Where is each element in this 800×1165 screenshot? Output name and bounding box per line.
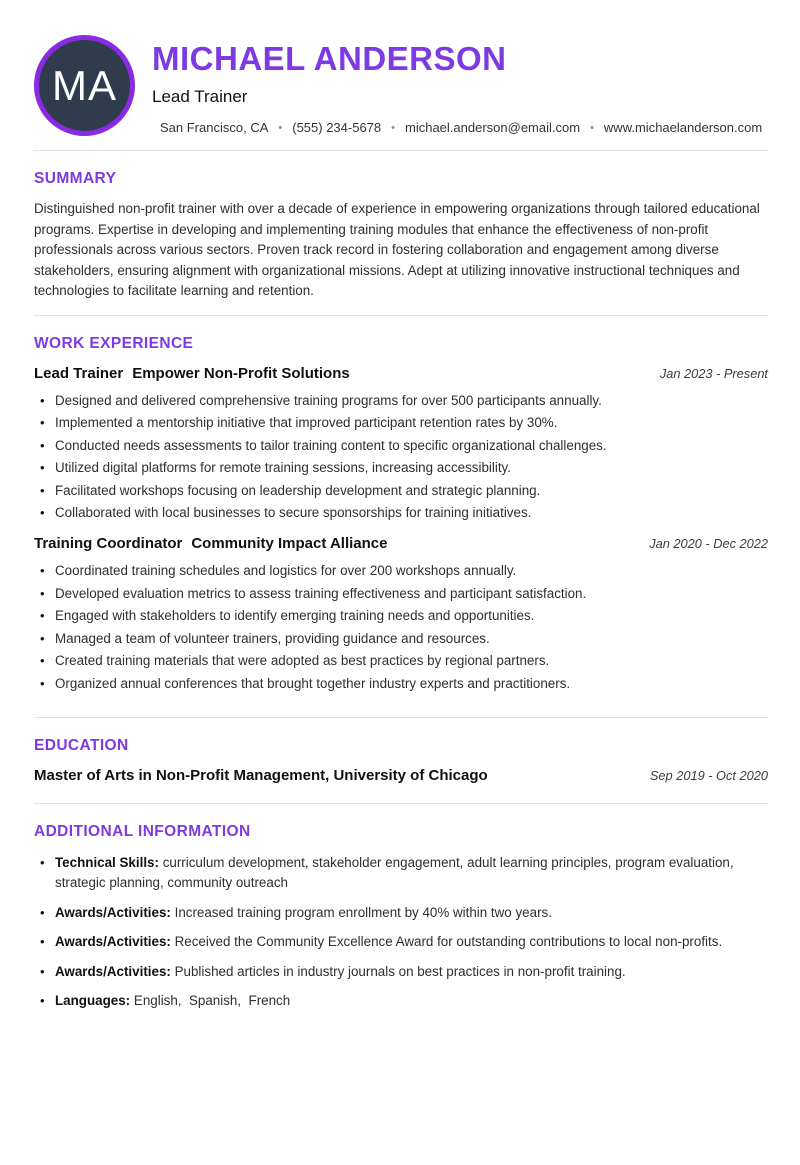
job-bullet: • Implemented a mentorship initiative that improved participant retention rates by 30%.: [34, 413, 768, 433]
info-item-text: Published articles in industry journals on best practices in non-profit training.: [174, 963, 626, 979]
section-summary: [34, 170, 768, 302]
job-bullet-list: [34, 391, 768, 524]
resume-header: [34, 35, 768, 136]
contact-phone: (555) 234-5678: [292, 120, 382, 136]
job-bullet: • Collaborated with local businesses to secure sponsorships for training initiatives.: [34, 503, 768, 523]
work-experience-heading: WORK EXPERIENCE: [34, 334, 194, 352]
section-divider: [34, 717, 768, 718]
info-item-text: Increased training program enrollment by 40% within two years.: [174, 904, 552, 920]
contact-website: www.michaelanderson.com: [603, 120, 763, 136]
job-header-row: [34, 535, 768, 552]
person-job-title: Lead Trainer: [152, 87, 248, 107]
info-item: [34, 932, 768, 953]
job-entry: [34, 535, 768, 694]
contact-email: michael.anderson@email.com: [405, 120, 581, 136]
info-item: [34, 903, 768, 924]
job-bullet: • Conducted needs assessments to tailor training content to specific organizational challenges.: [34, 436, 768, 456]
info-item-label: Technical Skills:: [55, 854, 159, 870]
section-divider: [34, 315, 768, 316]
job-bullet: • Managed a team of volunteer trainers, providing guidance and resources.: [34, 629, 768, 649]
contact-row: [160, 120, 762, 135]
education-entry: [34, 767, 768, 784]
job-bullet: • Created training materials that were adopted as best practices by regional partners.: [34, 651, 768, 671]
contact-separator: •: [278, 122, 283, 135]
job-title-company: [34, 365, 350, 382]
contact-separator: •: [590, 122, 594, 135]
education-heading: EDUCATION: [34, 736, 129, 754]
summary-text: Distinguished non-profit trainer with over a decade of experience in empowering organizations through tailored educational programs. Expertise in developing and implementing training modules that enhance the effectiveness of non-profit professionals across various sectors. Proven track record in fostering collaboration and engagement among diverse stakeholders, ensuring alignment with organizational missions. Adept at utilizing innovative instructional techniques and technologies to facilitate learning and retention.: [34, 201, 760, 298]
info-item-label: Awards/Activities:: [55, 904, 171, 920]
section-additional-information: [34, 823, 768, 1012]
job-header-row: [34, 365, 768, 382]
contact-separator: •: [391, 122, 395, 135]
info-item: [34, 962, 768, 983]
job-bullet: • Coordinated training schedules and logistics for over 200 workshops annually.: [34, 561, 768, 581]
info-item-text: Received the Community Excellence Award for outstanding contributions to local non-profits.: [174, 934, 723, 949]
info-item-text: curriculum development, stakeholder engagement, adult learning principles, program evaluation, strategic planning, community outreach: [55, 854, 738, 890]
additional-information-heading: ADDITIONAL INFORMATION: [34, 822, 251, 840]
job-bullet: • Facilitated workshops focusing on leadership development and strategic planning.: [34, 481, 768, 501]
education-dates: Sep 2019 - Oct 2020: [649, 767, 768, 783]
job-entry: [34, 365, 768, 524]
job-title: Lead Trainer: [34, 364, 124, 382]
section-work-experience: [34, 335, 768, 694]
job-dates: Jan 2020 - Dec 2022: [649, 536, 768, 551]
contact-location: San Francisco, CA: [160, 120, 269, 136]
info-item: [34, 853, 768, 894]
section-education: [34, 737, 768, 784]
header-text: [152, 35, 762, 135]
additional-info-list: [34, 853, 768, 1012]
info-item-label: Awards/Activities:: [55, 934, 171, 949]
job-bullet: • Organized annual conferences that brought together industry experts and practitioners.: [34, 674, 768, 694]
resume-page: [0, 35, 800, 1012]
job-company: Community Impact Alliance: [191, 535, 388, 552]
job-bullet: • Designed and delivered comprehensive training programs for over 500 participants annually.: [34, 391, 768, 411]
info-item-label: Languages:: [55, 993, 131, 1008]
info-item: [34, 991, 768, 1012]
summary-heading: SUMMARY: [34, 170, 117, 187]
job-dates: Jan 2023 - Present: [659, 365, 768, 381]
section-divider: [34, 803, 768, 804]
info-item-label: Awards/Activities:: [55, 963, 171, 979]
job-company: Empower Non-Profit Solutions: [132, 364, 350, 382]
job-bullet-list: [34, 561, 768, 694]
avatar: [34, 35, 135, 136]
section-divider: [34, 150, 768, 151]
person-name: MICHAEL ANDERSON: [152, 40, 507, 77]
job-bullet: • Utilized digital platforms for remote training sessions, increasing accessibility.: [34, 458, 768, 478]
job-title: Training Coordinator: [34, 535, 183, 552]
education-degree: Master of Arts in Non-Profit Management, University of Chicago: [34, 766, 488, 784]
job-bullet: • Developed evaluation metrics to assess training effectiveness and participant satisfaction.: [34, 584, 768, 604]
job-title-company: [34, 535, 388, 552]
avatar-initials: MA: [52, 61, 117, 109]
info-item-text: English, Spanish, French: [133, 993, 291, 1008]
job-bullet: • Engaged with stakeholders to identify emerging training needs and opportunities.: [34, 606, 768, 626]
